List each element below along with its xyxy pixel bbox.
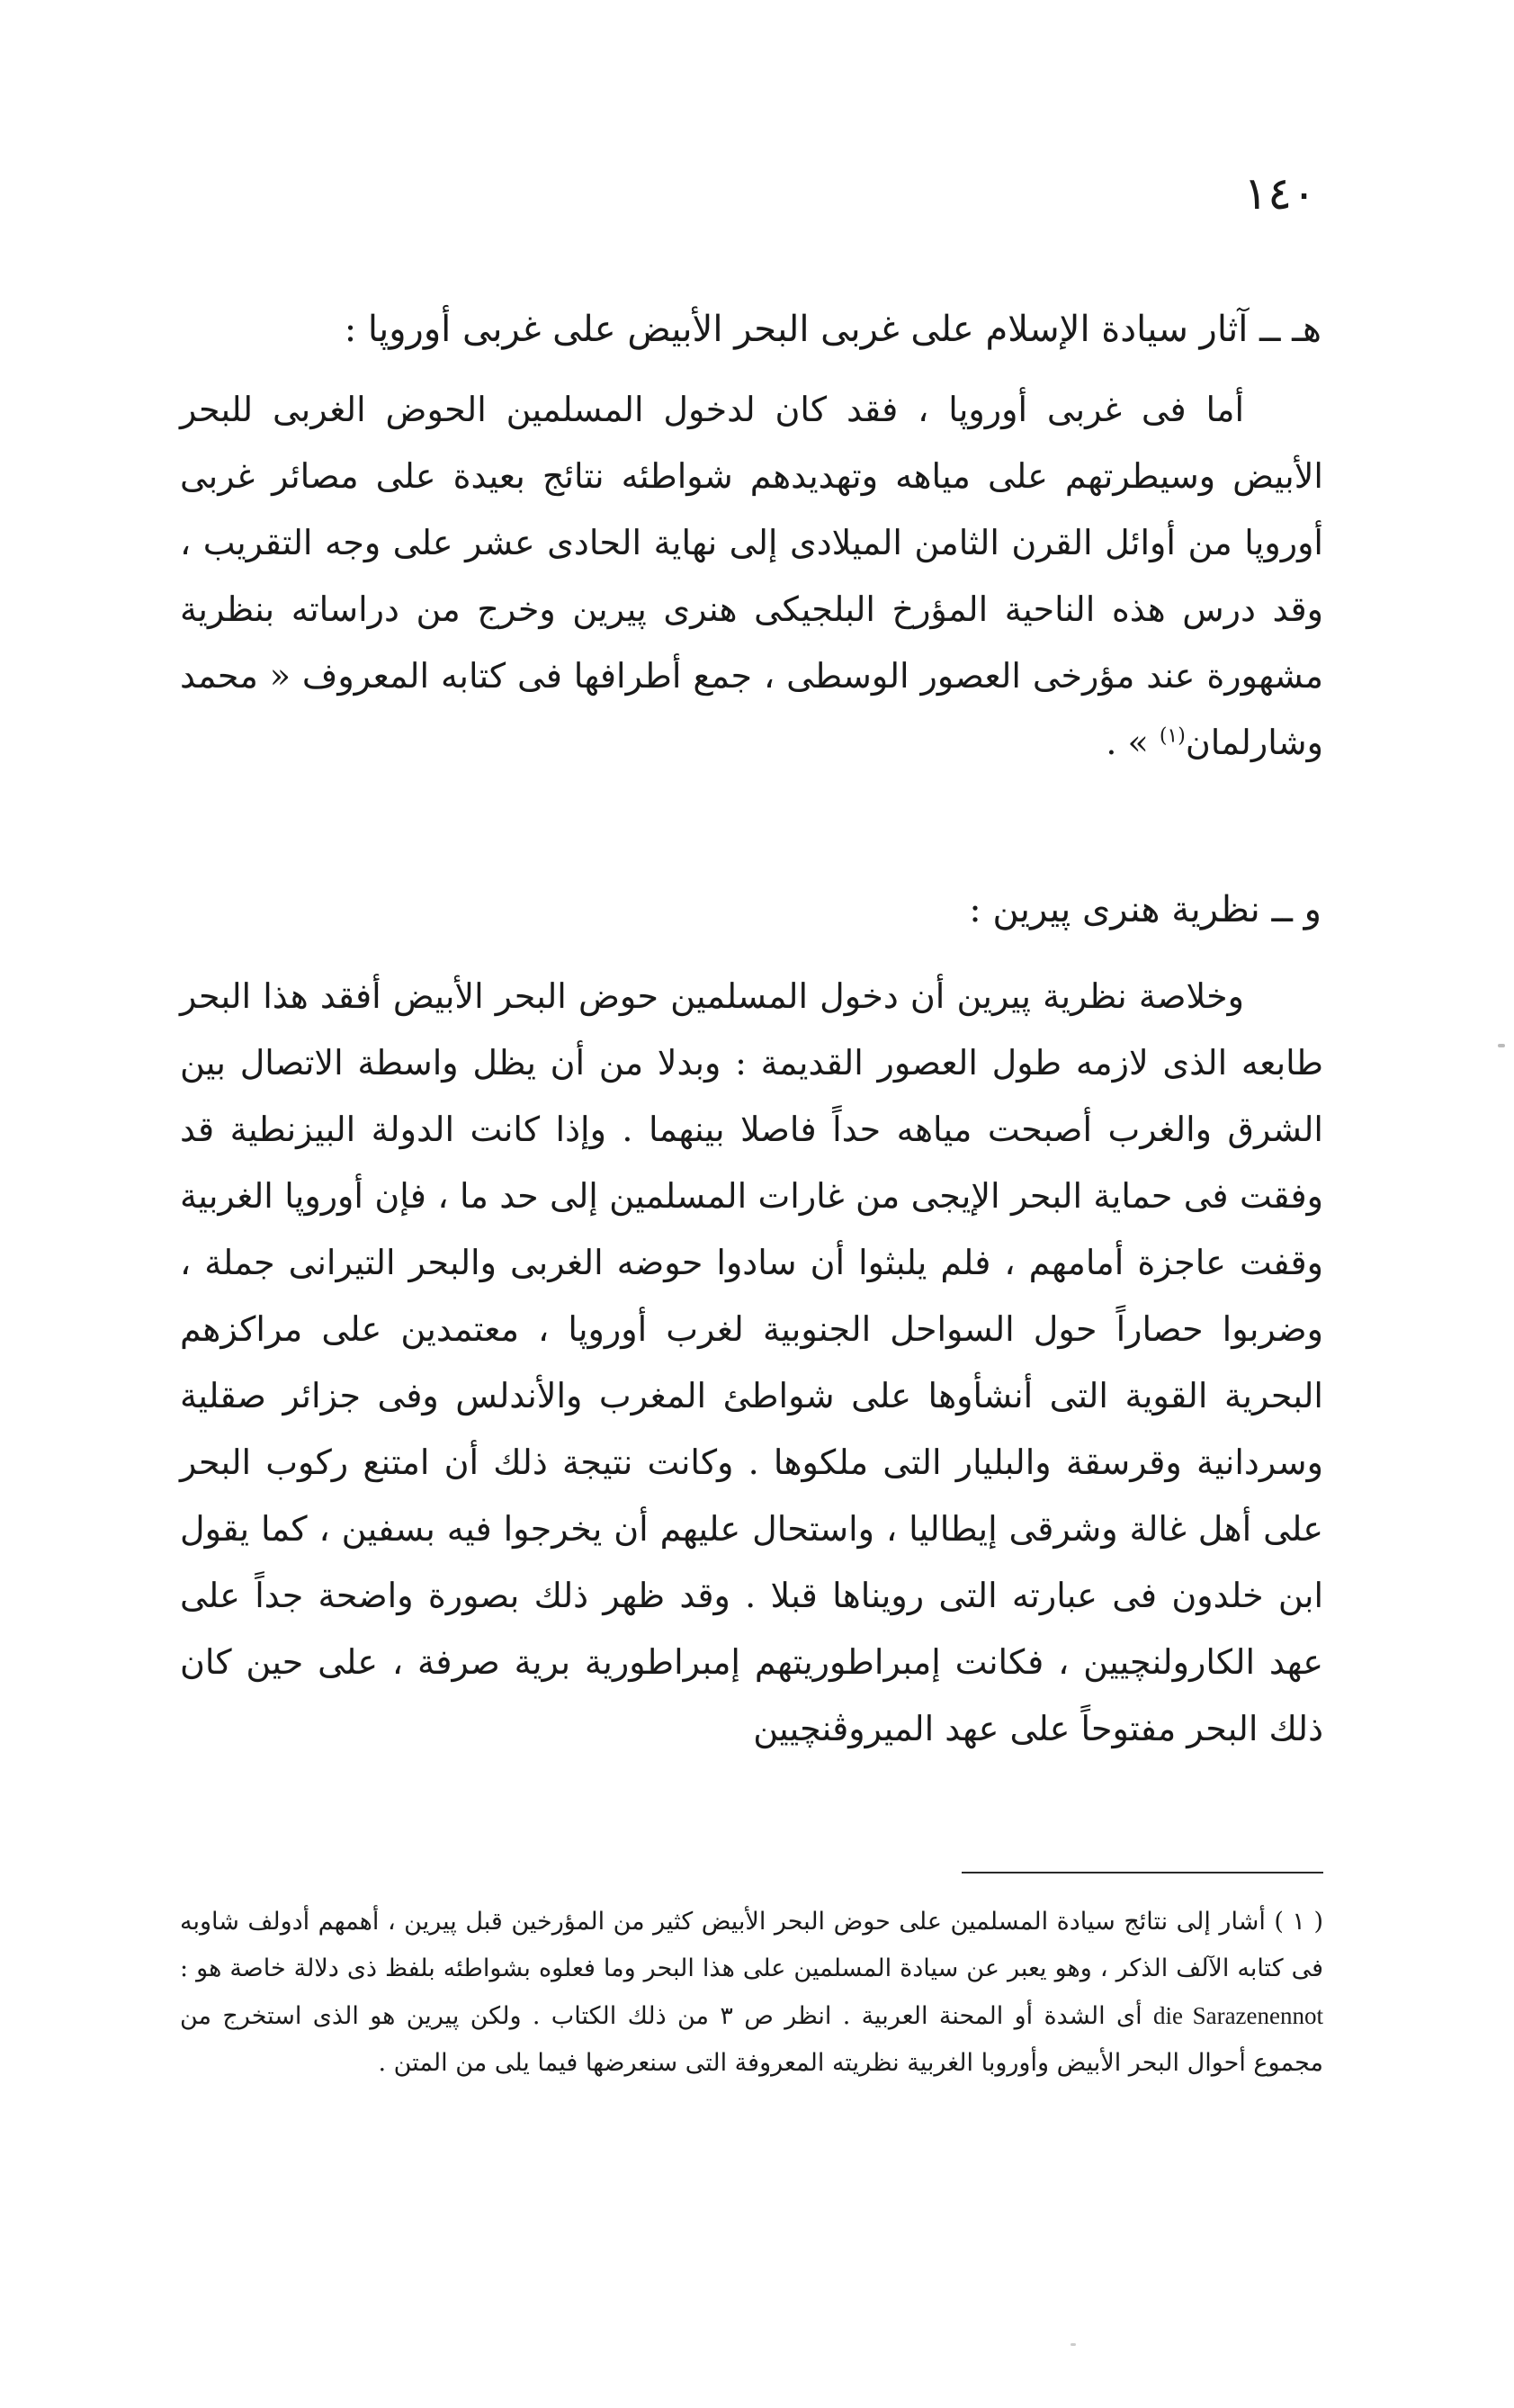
footnote-1: [180, 1899, 1323, 2087]
footnote-text-part1: أشار إلى نتائج سيادة المسلمين على حوض البحر الأبيض كثير من المؤرخين قبل پيرين ، أهمهم أدولف شاوبه فى كتابه الآلف الذكر ، وهو يعبر عن سيادة المسلمين على هذا البحر وما فعلوه بشواطئه بلفظ ذى دلالة خاصة هو :: [180, 1908, 1323, 1982]
footnotes: [180, 1899, 1323, 2087]
section-w-body: [180, 963, 1323, 1762]
section-h-body: [180, 376, 1323, 776]
footnote-latin-term: die Sarazenennot: [1153, 2002, 1324, 2029]
paragraph: وخلاصة نظرية پيرين أن دخول المسلمين حوض البحر الأبيض أفقد هذا البحر طابعه الذى لازمه طول العصور القديمة : وبدلا من أن يظل واسطة الاتصال بين الشرق والغرب أصبحت مياهه حداً فاصلا بينهما . وإذا كانت الدولة البيزنطية قد وفقت فى حماية البحر الإيجى من غارات المسلمين إلى حد ما ، فإن أوروپا الغربية وقفت عاجزة أمامهم ، فلم يلبثوا أن سادوا حوضه الغربى والبحر التيرانى جملة ، وضربوا حصاراً حول السواحل الجنوبية لغرب أوروپا ، معتمدين على مراكزهم البحرية القوية التى أنشأوها على شواطئ المغرب والأندلس وفى جزائر صقلية وسردانية وقرسقة والبليار التى ملكوها . وكانت نتيجة ذلك أن امتنع ركوب البحر على أهل غالة وشرقى إيطاليا ، واستحال عليهم أن يخرجوا فيه بسفين ، كما يقول ابن خلدون فى عبارته التى رويناها قبلا . وقد ظهر ذلك بصورة واضحة جداً على عهد الكارولنچيين ، فكانت إمبراطوريتهم إمبراطورية برية صرفة ، على حين كان ذلك البحر مفتوحاً على عهد الميروڤنچيين: [180, 976, 1323, 1748]
footnote-reference: (١): [1159, 724, 1186, 748]
paragraph-text: أما فى غربى أوروپا ، فقد كان لدخول المسلمين الحوض الغربى للبحر الأبيض وسيطرتهم على مياهه وتهديدهم شواطئه نتائج بعيدة على مصائر غربى أوروپا من أوائل القرن الثامن الميلادى إلى نهاية الحادى عشر على وجه التقريب ، وقد درس هذه الناحية المؤرخ البلجيكى هنرى پيرين وخرج من دراساته بنظرية مشهورة عند مؤرخى العصور الوسطى ، جمع أطرافها فى كتابه المعروف « محمد وشارلمان: [180, 390, 1323, 762]
footnote-divider: [962, 1872, 1323, 1873]
section-heading-h: هـ ــ آثار سيادة الإسلام على غربى البحر الأبيض على غربى أوروپا :: [344, 309, 1321, 350]
section-heading-w: و ــ نظرية هنرى پيرين :: [969, 889, 1321, 930]
paragraph: [180, 376, 1323, 776]
footnote-text-part2: أى الشدة أو المحنة العربية . انظر ص ٣ من ذلك الكتاب . ولكن پيرين هو الذى استخرج من مجموع أحوال البحر الأبيض وأوروبا الغربية نظريته المعروفة التى سنعرضها فيما يلى من المتن .: [180, 2002, 1323, 2077]
footnote-marker: ( ١ ): [1274, 1908, 1323, 1936]
scan-speck: [1498, 1044, 1505, 1047]
scan-speck: [1071, 2343, 1076, 2346]
paragraph-closing: » .: [1106, 723, 1160, 762]
page-number: ١٤٠: [1243, 167, 1316, 220]
